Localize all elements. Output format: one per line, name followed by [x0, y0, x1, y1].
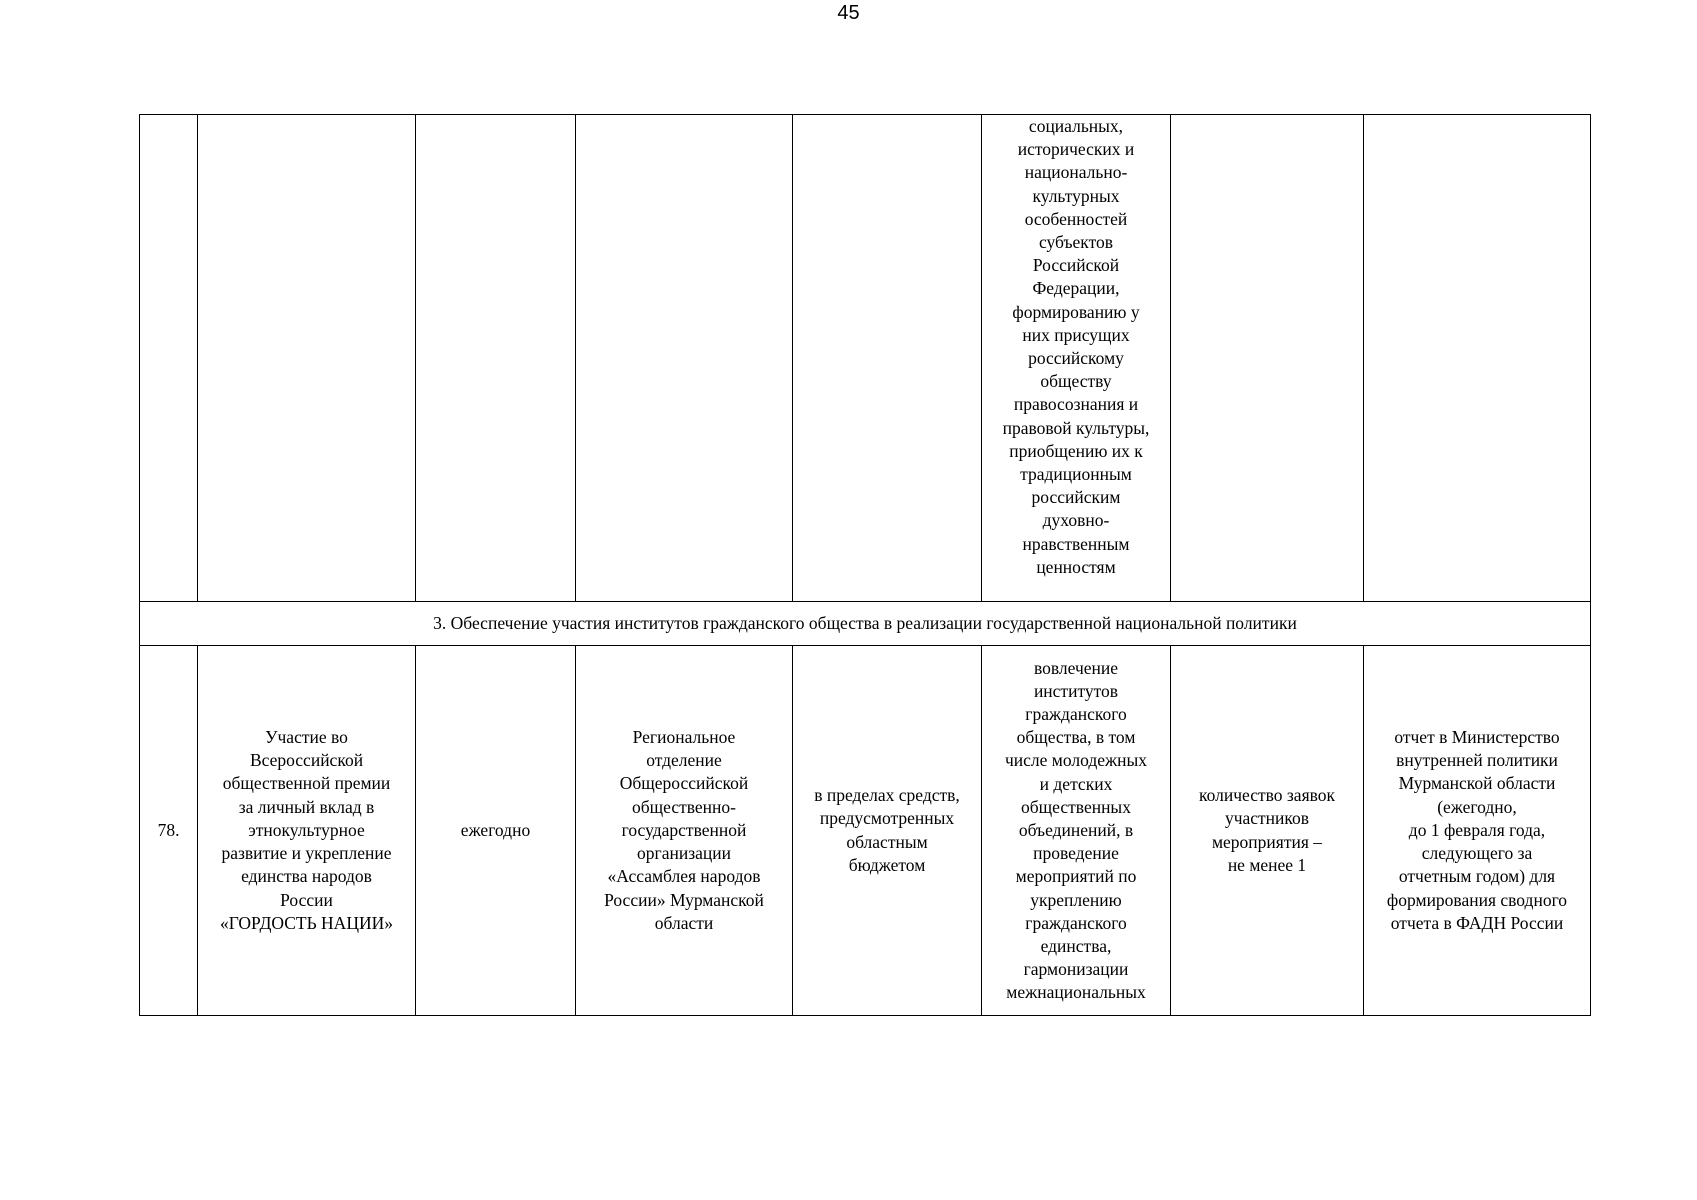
cont-cell-indicator [1171, 115, 1364, 602]
entry-indicator: количество заявок участников мероприятия – не менее 1 [1198, 785, 1336, 875]
section-heading-text: 3. Обеспечение участия институтов гражданского общества в реализации государственной национальной политики [433, 612, 1297, 633]
entry-activity: Участие во Всероссийской общественной премии за личный вклад в этнокультурное развитие и укрепление единства народов России «ГОРДОСТЬ НАЦИИ» [219, 727, 393, 933]
section-row [140, 602, 1591, 646]
cont-result-text: социальных, исторических и национально- культурных особенностей субъектов Российской Федерации, формированию у них присущих российскому обществу правосознания и правовой культуры, приобщению их к традиционным российским духовно- нравственным ценностям [1002, 116, 1150, 577]
cell-number [140, 646, 198, 1016]
section-heading [140, 602, 1591, 646]
cont-cell-period [416, 115, 576, 602]
entry-report: отчет в Министерство внутренней политики Мурманской области (ежегодно, до 1 февраля года, следующего за отчетным годом) для формирования сводного отчета в ФАДН России [1386, 727, 1568, 933]
cont-cell-funding [793, 115, 982, 602]
cell-funding [793, 646, 982, 1016]
cont-cell-report [1364, 115, 1591, 602]
table-row [140, 646, 1591, 1016]
cell-activity [198, 646, 416, 1016]
entry-funding: в пределах средств, предусмотренных областным бюджетом [814, 785, 960, 875]
entry-number: 78. [157, 819, 180, 840]
cell-executor [576, 646, 793, 1016]
cont-cell-executor [576, 115, 793, 602]
page-number: 45 [837, 2, 860, 24]
cont-cell-activity [198, 115, 416, 602]
cont-cell-number [140, 115, 198, 602]
cont-cell-result [982, 115, 1171, 602]
entry-result: вовлечение институтов гражданского общества, в том числе молодежных и детских общественных объединений, в проведение мероприятий по укреплению гражданского единства, гармонизации межнациональных [1004, 657, 1148, 1003]
cell-period [416, 646, 576, 1016]
cell-result [982, 646, 1171, 1016]
measures-table [139, 114, 1591, 1016]
entry-executor: Региональное отделение Общероссийской общественно- государственной организации «Ассамблея народов России» Мурманской области [604, 727, 764, 933]
cell-report [1364, 646, 1591, 1016]
cell-indicator [1171, 646, 1364, 1016]
continuation-row [140, 115, 1591, 602]
entry-period: ежегодно [460, 819, 531, 840]
